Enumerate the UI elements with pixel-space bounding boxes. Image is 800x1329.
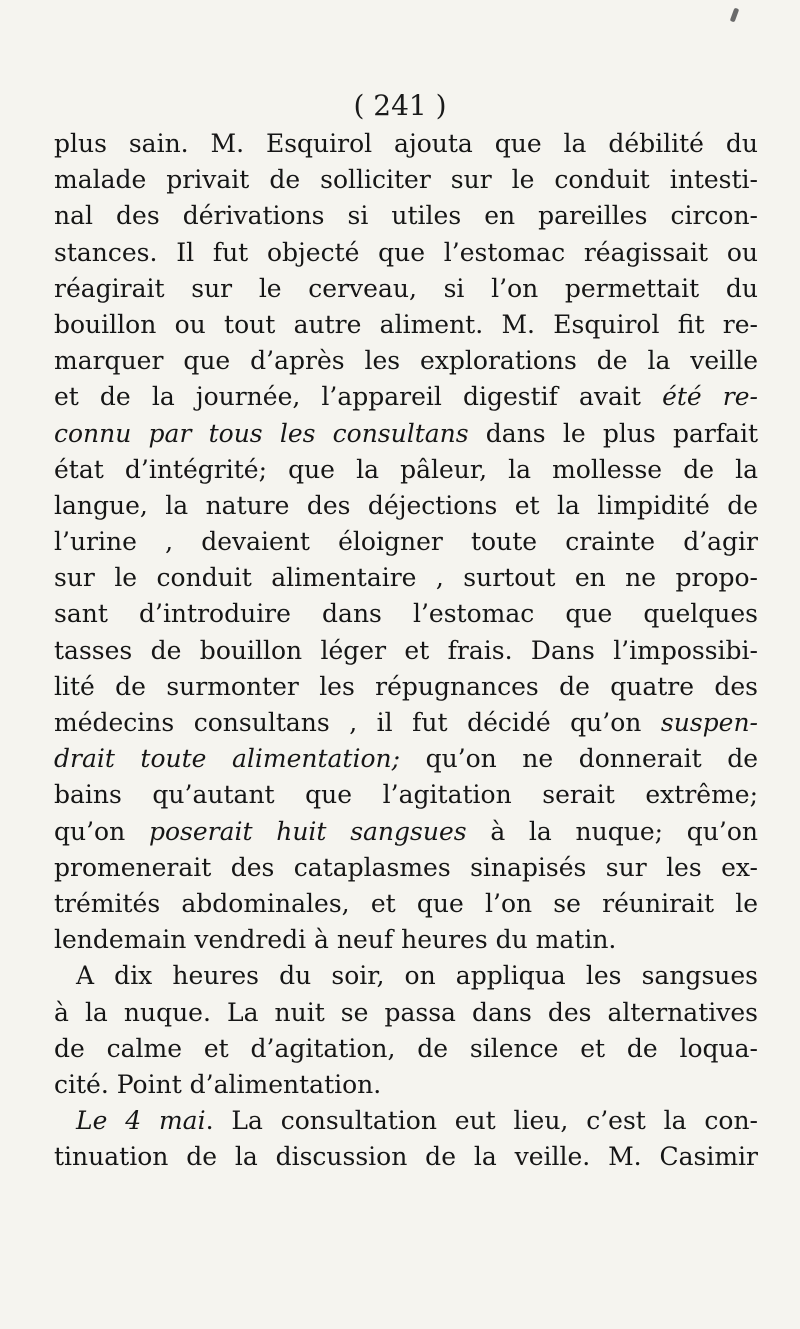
page-number: ( 241 ) — [353, 89, 447, 122]
text-line: tasses de bouillon léger et frais. Dans l’impossibi- — [54, 635, 758, 665]
italic-text: connu par tous les consultans — [54, 418, 469, 448]
text-line: et de la journée, l’appareil digestif avait été re- — [54, 382, 758, 412]
text-line: A dix heures du soir, on appliqua les sangsues — [76, 961, 758, 991]
text-line: stances. Il fut objecté que l’estomac réagissait ou — [54, 237, 758, 267]
text-line: langue, la nature des déjections et la limpidité de — [54, 490, 758, 520]
text-line: médecins consultans , il fut décidé qu’on suspen- — [54, 708, 758, 737]
text-line: trémités abdominales, et que l’on se réunirait le — [54, 888, 758, 918]
italic-text: Le 4 mai — [76, 1106, 206, 1136]
text-line: l’urine , devaient éloigner toute crainte d’agir — [54, 527, 758, 557]
text-line: de calme et d’agitation, de silence et de loqua- — [54, 1033, 758, 1063]
text-line: bains qu’autant que l’agitation serait extrême; — [54, 780, 758, 810]
body-text — [54, 126, 758, 1175]
italic-text: drait toute alimentation; — [54, 744, 401, 774]
italic-text: suspen- — [660, 708, 758, 737]
text-line: marquer que d’après les explorations de la veille — [54, 346, 758, 376]
text-line: Le 4 mai. La consultation eut lieu, c’est la con- — [76, 1106, 758, 1136]
text-line: qu’on poserait huit sangsues à la nuque; qu’on — [54, 816, 758, 846]
text-line: sur le conduit alimentaire , surtout en ne propo- — [54, 563, 758, 593]
text-line: plus sain. M. Esquirol ajouta que la débilité du — [54, 129, 758, 158]
scan-mark — [730, 8, 739, 23]
text-line: connu par tous les consultans dans le plus parfait — [54, 418, 758, 448]
text-line: malade privait de solliciter sur le conduit intesti- — [54, 165, 758, 195]
text-line: réagirait sur le cerveau, si l’on permettait du — [54, 273, 758, 303]
text-line: sant d’introduire dans l’estomac que quelques — [54, 599, 758, 629]
text-line: état d’intégrité; que la pâleur, la mollesse de la — [54, 454, 758, 484]
text-line: drait toute alimentation; qu’on ne donnerait de — [54, 744, 758, 774]
text-line: promenerait des cataplasmes sinapisés sur les ex- — [54, 852, 758, 882]
text-line: nal des dérivations si utiles en pareilles circon- — [54, 201, 758, 231]
text-line: bouillon ou tout autre aliment. M. Esquirol fit re- — [54, 309, 758, 339]
text-line: cité. Point d’alimentation. — [54, 1069, 382, 1099]
text-line: lendemain vendredi à neuf heures du matin. — [54, 925, 617, 955]
italic-text: été re- — [662, 382, 758, 412]
text-line: tinuation de la discussion de la veille. M. Casimir — [54, 1142, 758, 1172]
text-line: à la nuque. La nuit se passa dans des alternatives — [54, 997, 758, 1027]
text-line: lité de surmonter les répugnances de quatre des — [54, 671, 758, 701]
italic-text: poserait huit sangsues — [148, 816, 467, 846]
